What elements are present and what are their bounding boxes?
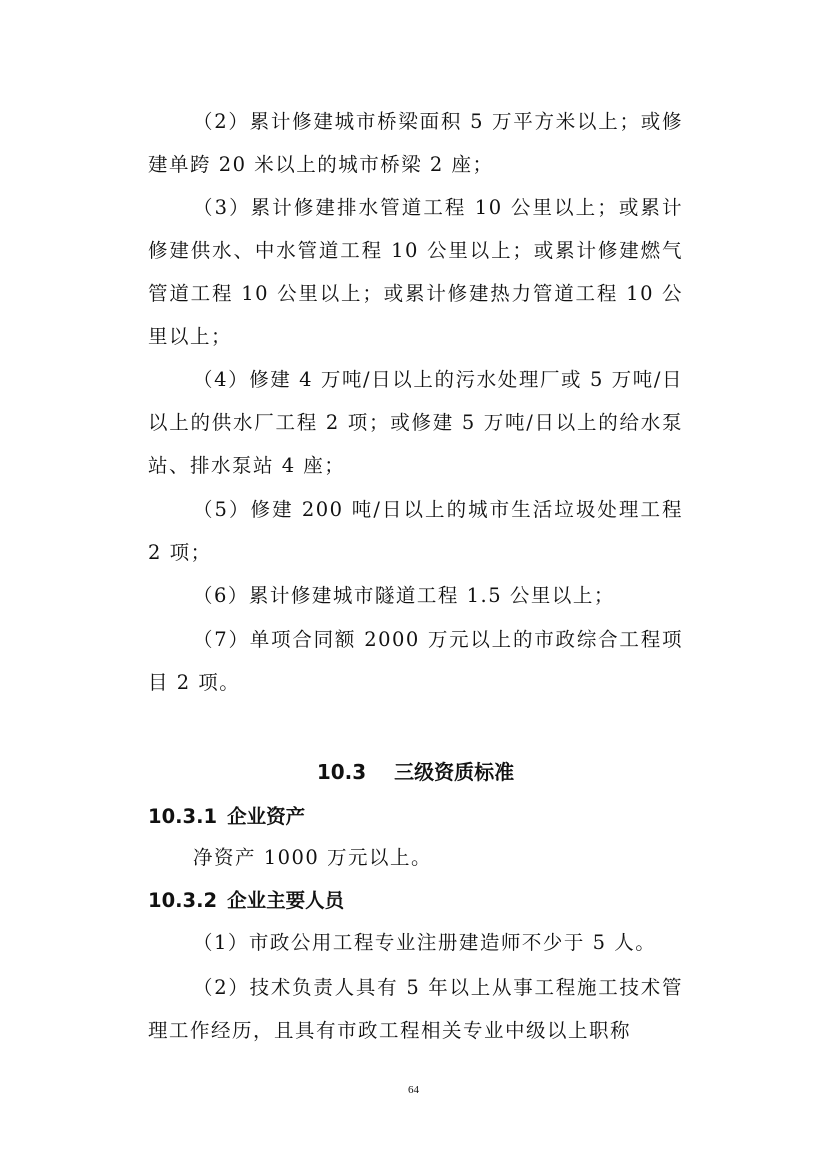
section-heading xyxy=(148,757,683,787)
subsection-title: 企业主要人员 xyxy=(227,889,345,912)
subsection-heading-assets xyxy=(148,802,683,832)
section-title: 三级资质标准 xyxy=(394,760,515,784)
assets-text: 净资产 1000 万元以上。 xyxy=(193,846,433,869)
paragraph-item-6: （6）累计修建城市隧道工程 1.5 公里以上； xyxy=(193,584,615,607)
section-number: 10.3 xyxy=(316,760,367,784)
subsection-heading-personnel xyxy=(148,886,683,916)
subsection-title: 企业资产 xyxy=(227,805,306,828)
page-number: 64 xyxy=(408,1084,419,1096)
paragraph-item-5: （5）修建 200 吨/日以上的城市生活垃圾处理工程 2 项； xyxy=(148,498,683,564)
paragraph-item-4: （4）修建 4 万吨/日以上的污水处理厂或 5 万吨/日以上的供水厂工程 2 项；或修建 5 万吨/日以上的给水泵站、排水泵站 4 座； xyxy=(148,368,683,477)
paragraph-item-2: （2）累计修建城市桥梁面积 5 万平方米以上；或修建单跨 20 米以上的城市桥梁 2 座； xyxy=(148,110,683,176)
paragraph-item-3: （3）累计修建排水管道工程 10 公里以上；或累计修建供水、中水管道工程 10 公里以上；或累计修建燃气管道工程 10 公里以上；或累计修建热力管道工程 10 公里以上； xyxy=(148,196,683,348)
paragraph-item-7: （7）单项合同额 2000 万元以上的市政综合工程项目 2 项。 xyxy=(148,628,683,694)
personnel-item-2: （2）技术负责人具有 5 年以上从事工程施工技术管理工作经历，且具有市政工程相关专业中级以上职称 xyxy=(148,976,683,1042)
subsection-number: 10.3.2 xyxy=(148,889,218,912)
personnel-item-1: （1）市政公用工程专业注册建造师不少于 5 人。 xyxy=(193,931,657,954)
subsection-number: 10.3.1 xyxy=(148,805,218,828)
